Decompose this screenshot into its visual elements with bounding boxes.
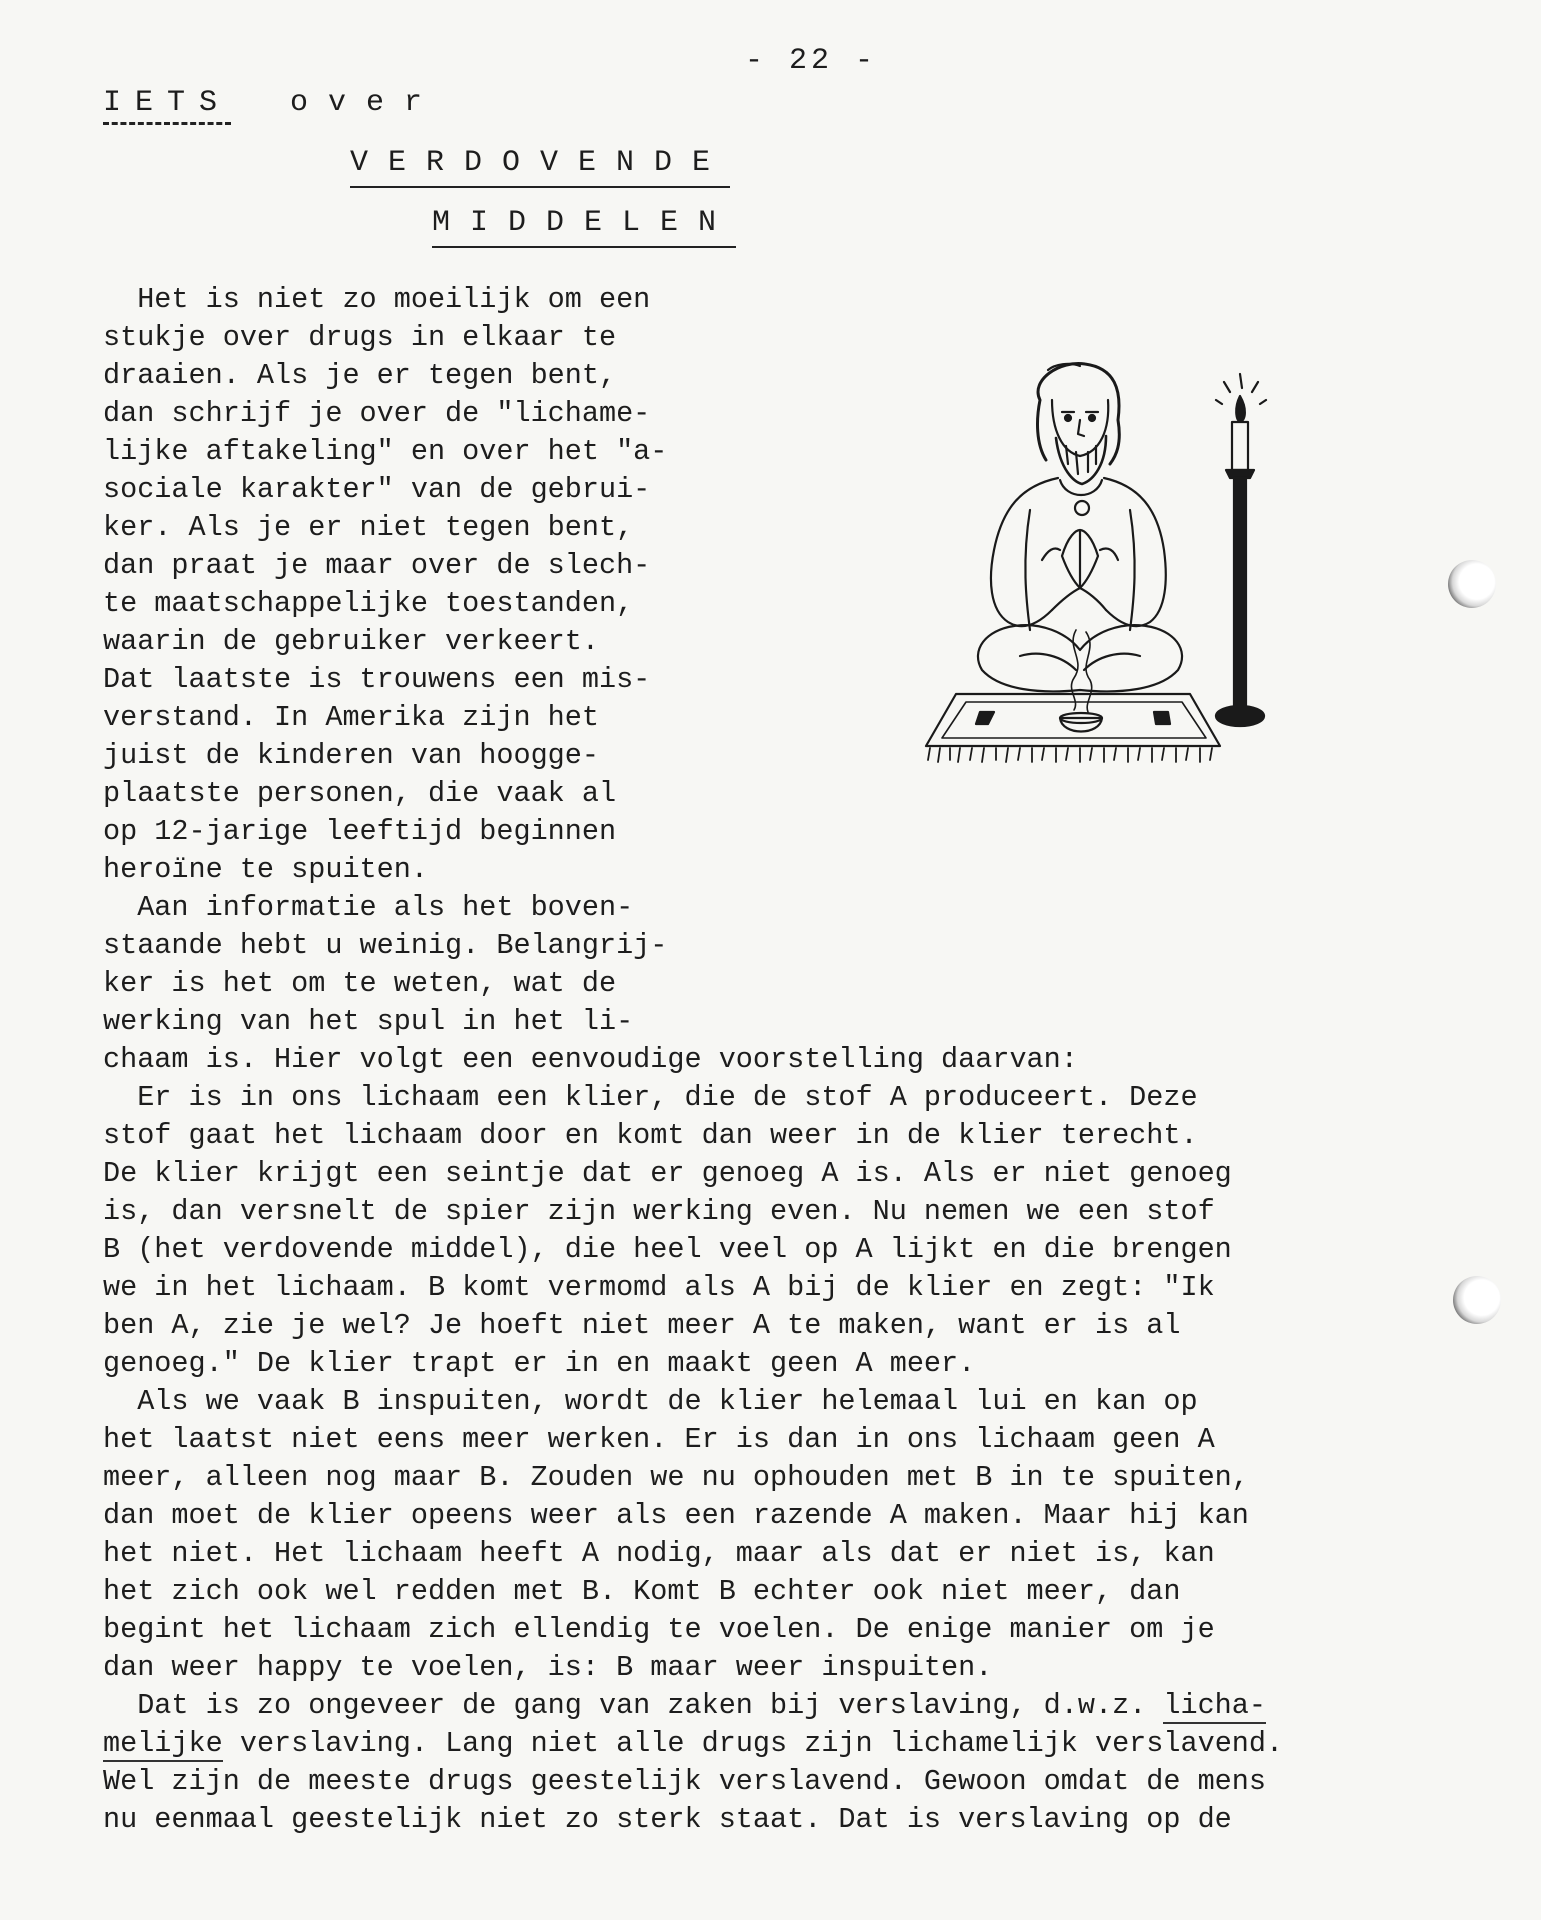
text-line: ben A, zie je wel? Je hoeft niet meer A te maken, want er is al [103,1309,1181,1342]
text-line: ker is het om te weten, wat de [103,967,617,1000]
text-line: Aan informatie als het boven- [103,891,634,924]
text-line [103,1725,1283,1763]
text-line: B (het verdovende middel), die heel veel op A lijkt en die brengen [103,1233,1232,1266]
text-line: De klier krijgt een seintje dat er genoeg A is. Als er niet genoeg [103,1157,1232,1190]
text-segment: Dat is zo ongeveer de gang van zaken bij verslaving, d.w.z. [103,1689,1164,1722]
text-line: op 12-jarige leeftijd beginnen [103,815,617,848]
text-line: waarin de gebruiker verkeert. [103,625,599,658]
text-line: we in het lichaam. B komt vermomd als A bij de klier en zegt: "Ik [103,1271,1215,1304]
text-line: begint het lichaam zich ellendig te voelen. De enige manier om je [103,1613,1215,1646]
text-line: dan weer happy te voelen, is: B maar weer inspuiten. [103,1651,993,1684]
underlined-word: licha- [1163,1689,1266,1722]
text-line: het zich ook wel redden met B. Komt B echter ook niet meer, dan [103,1575,1181,1608]
text-line: meer, alleen nog maar B. Zouden we nu ophouden met B in te spuiten, [103,1461,1249,1494]
text-line: werking van het spul in het li- [103,1005,634,1038]
text-line: Wel zijn de meeste drugs geestelijk verslavend. Gewoon omdat de mens [103,1765,1266,1798]
text-line: te maatschappelijke toestanden, [103,587,634,620]
text-line: ker. Als je er niet tegen bent, [103,511,634,544]
text-line: staande hebt u weinig. Belangrij- [103,929,668,962]
text-line: het niet. Het lichaam heeft A nodig, maar als dat er niet is, kan [103,1537,1215,1570]
heading-verdovende: VERDOVENDE [350,146,730,188]
text-line: Dat laatste is trouwens een mis- [103,663,651,696]
punch-hole [1448,560,1496,608]
text-line: genoeg." De klier trapt er in en maakt geen A meer. [103,1347,976,1380]
text-line: Er is in ons lichaam een klier, die de stof A produceert. Deze [103,1081,1198,1114]
underlined-word: melijke [103,1727,223,1760]
meditating-figure-illustration [890,360,1270,800]
text-line: nu eenmaal geestelijk niet zo sterk staat. Dat is verslaving op de [103,1803,1232,1836]
text-line: stukje over drugs in elkaar te [103,321,617,354]
text-line: is, dan versnelt de spier zijn werking even. Nu nemen we een stof [103,1195,1215,1228]
text-line: dan praat je maar over de slech- [103,549,651,582]
text-line: Het is niet zo moeilijk om een [103,283,651,316]
heading-over: over [290,86,443,120]
text-line: het laatst niet eens meer werken. Er is dan in ons lichaam geen A [103,1423,1215,1456]
text-line: heroïne te spuiten. [103,853,428,886]
heading-middelen: MIDDELEN [432,206,736,248]
text-line: juist de kinderen van hoogge- [103,739,599,772]
text-line: Als we vaak B inspuiten, wordt de klier helemaal lui en kan op [103,1385,1198,1418]
text-line: draaien. Als je er tegen bent, [103,359,617,392]
punch-hole [1453,1276,1501,1324]
text-line: plaatste personen, die vaak al [103,777,617,810]
text-line: dan schrijf je over de "lichame- [103,397,651,430]
text-line: chaam is. Hier volgt een eenvoudige voorstelling daarvan: [103,1043,1078,1076]
text-segment: verslaving. Lang niet alle drugs zijn lichamelijk verslavend. [222,1727,1284,1760]
text-line: lijke aftakeling" en over het "a- [103,435,668,468]
text-line [103,1687,1266,1725]
heading-iets: IETS [103,86,231,125]
page-number: - 22 - [745,44,878,78]
text-line: verstand. In Amerika zijn het [103,701,599,734]
text-line: dan moet de klier opeens weer als een razende A maken. Maar hij kan [103,1499,1249,1532]
text-line: sociale karakter" van de gebrui- [103,473,651,506]
text-line: stof gaat het lichaam door en komt dan weer in de klier terecht. [103,1119,1198,1152]
